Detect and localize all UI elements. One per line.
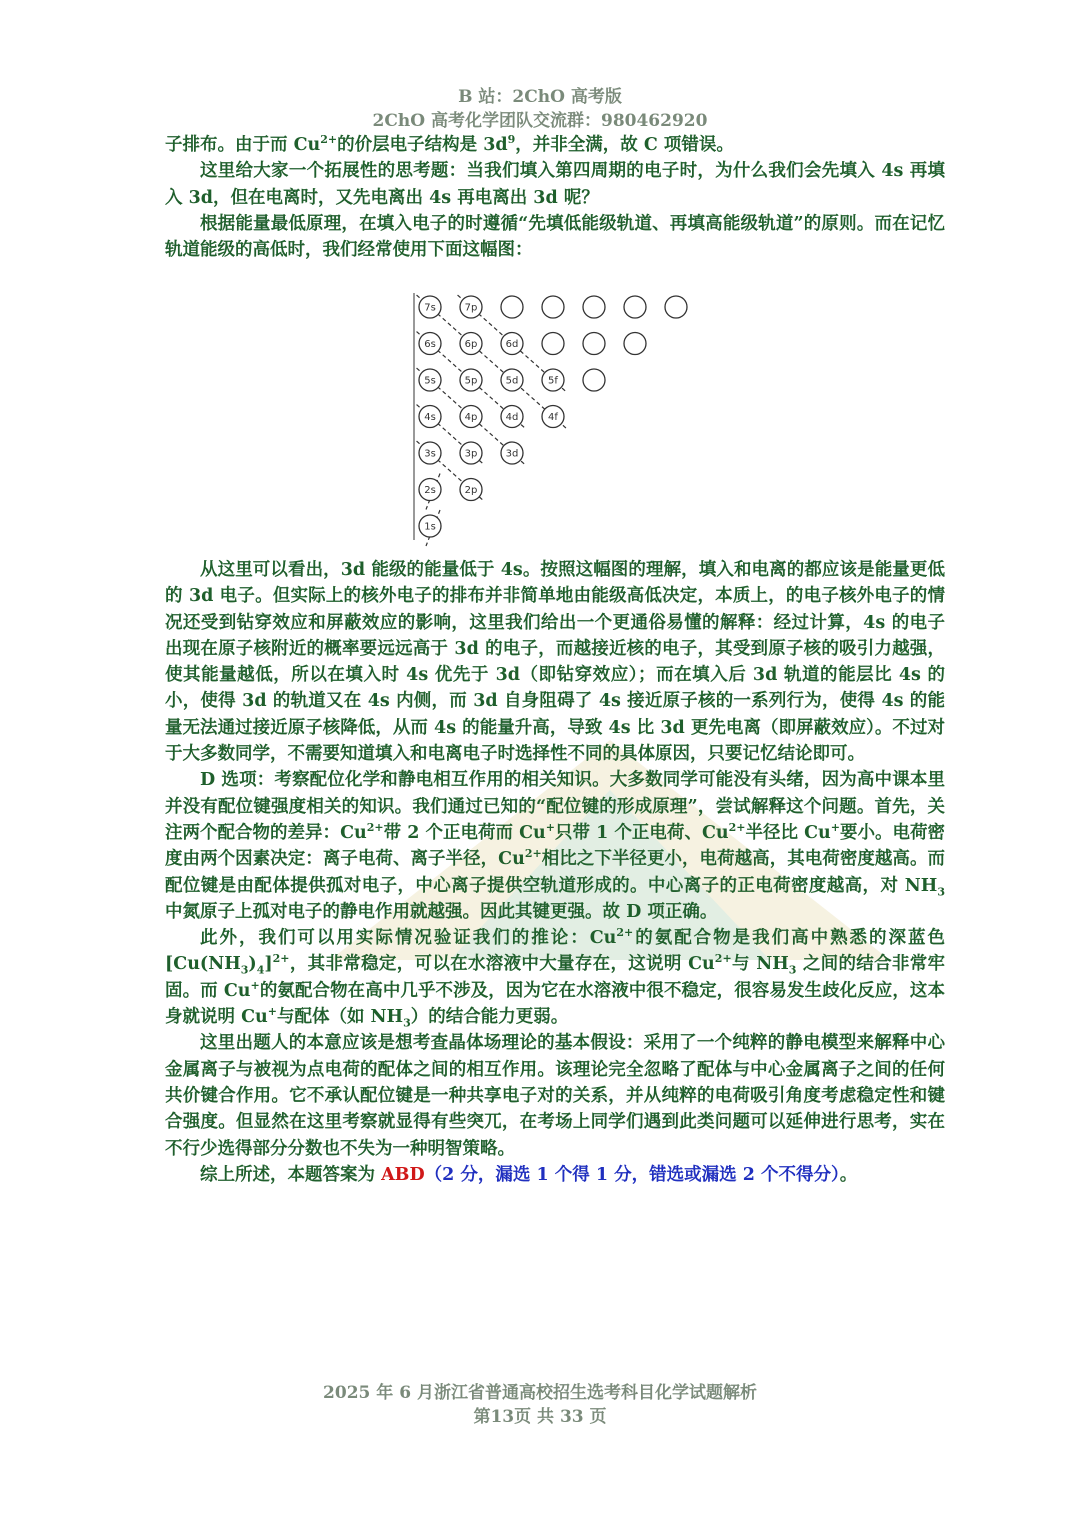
page-number: 第13页 共 33 页 xyxy=(473,1407,607,1427)
bottom-paragraph: 此外，我们可以用实际情况验证我们的推论：$Cu^{2+}$的氨配合物是我们高中熟悉的深蓝色$[Cu(NH_3)_4]^{2+}$，其非常稳定，可以在水溶液中大量存在，这说明 $Cu^{2+}$与 $NH_3$ 之间的结合非常牢固。而 Cu+的氨配合物在高中几乎不涉及，因为它在水溶液中很不稳定，很容易发生歧化反应，这本身就说明 Cu+与配体（如 $NH_3$）的结合能力更弱。 xyxy=(165,926,946,1030)
header-site: B 站：2ChO 高考版 xyxy=(458,87,622,107)
orbital-label: 6p xyxy=(464,339,478,350)
orbital-filling-diagram xyxy=(400,285,700,550)
orbital-label: 4f xyxy=(548,412,558,423)
orbital-label: 4p xyxy=(464,412,478,423)
orbital-empty xyxy=(583,296,605,318)
orbital-label: 4s xyxy=(424,412,436,423)
orbital-label: 7s xyxy=(424,302,436,314)
orbital-empty xyxy=(624,296,646,318)
answer-text: ABD xyxy=(381,1164,425,1185)
bottom-paragraph: 这里出题人的本意应该是想考查晶体场理论的基本假设：采用了一个纯粹的静电模型来解释中心金属离子与被视为点电荷的配体之间的相互作用。该理论完全忽略了配体与中心金属离子之间的任何共价键合作用。它不承认配位键是一种共享电子对的关系，并从纯粹的电荷吸引角度考虑稳定性和键合强度。但显然在这里考察就显得有些突兀，在考场上同学们遇到此类问题可以延伸进行思考，实在不行少选得部分分数也不失为一种明智策略。 xyxy=(165,1033,945,1159)
text-block-bottom xyxy=(165,557,945,1188)
orbital-empty xyxy=(542,296,564,318)
top-paragraph: 子排布。由于而 $Cu^{2+}$的价层电子结构是 $3d^9$，并非全满，故 C 项错误。 xyxy=(165,133,734,155)
orbital-label: 3s xyxy=(424,448,436,460)
orbital-label: 6d xyxy=(505,339,519,350)
orbital-empty xyxy=(665,296,687,318)
orbital-label: 3p xyxy=(464,448,478,460)
orbital-empty xyxy=(583,333,605,355)
orbital-empty xyxy=(583,369,605,391)
top-paragraph: 这里给大家一个拓展性的思考题：当我们填入第四周期的电子时，为什么我们会先填入 4s 再填入 3d，但在电离时，又先电离出 4s 再电离出 3d 呢？ xyxy=(165,161,945,208)
orbital-label: 6s xyxy=(424,339,436,350)
orbital-empty xyxy=(542,333,564,355)
orbital-label: 5s xyxy=(424,375,436,387)
orbital-label: 2p xyxy=(464,485,478,496)
orbital-empty xyxy=(501,296,523,318)
orbital-label: 5p xyxy=(464,375,478,387)
text-block-top xyxy=(165,132,945,263)
orbital-empty xyxy=(624,333,646,355)
orbital-label: 5d xyxy=(505,375,519,387)
top-paragraph: 根据能量最低原理，在填入电子的时遵循“先填低能级轨道、再填高能级轨道”的原则。而在记忆轨道能级的高低时，我们经常使用下面这幅图： xyxy=(165,213,945,261)
orbital-label: 2s xyxy=(424,485,436,496)
orbital-label: 4d xyxy=(505,412,519,423)
bottom-paragraph: 综上所述，本题答案为 ABD（2 分，漏选 1 个得 1 分，错选或漏选 2 个不得分）。 xyxy=(200,1164,858,1185)
bottom-paragraph: D 选项：考察配位化学和静电相互作用的相关知识。大多数同学可能没有头绪，因为高中课本里并没有配位键强度相关的知识。我们通过已知的“配位键的形成原理”，尝试解释这个问题。首先，关注两个配合物的差异：$Cu^{2+}$带 2 个正电荷而 Cu+只带 1 个正电荷、$Cu^{2+}$半径比 Cu+要小。电荷密度由两个因素决定：离子电荷、离子半径，$Cu^{2+}$相比之下半径更小，电荷越高，其电荷密度越高。而配位键是由配体提供孤对电子，中心离子提供空轨道形成的。中心离子的正电荷密度越高，对 $NH_3$ 中氮原子上孤对电子的静电作用就越强。因此其键更强。故 D 项正确。 xyxy=(165,770,946,922)
score-note: （2 分，漏选 1 个得 1 分，错选或漏选 2 个不得分） xyxy=(424,1164,840,1185)
header-group: 2ChO 高考化学团队交流群：980462920 xyxy=(372,111,708,131)
orbital-label: 7p xyxy=(464,302,478,314)
orbital-label: 5f xyxy=(548,375,558,387)
footer-title: 2025 年 6 月浙江省普通高校招生选考科目化学试题解析 xyxy=(323,1383,757,1403)
orbital-label: 1s xyxy=(424,521,436,533)
filling-order-arrow xyxy=(417,295,567,428)
bottom-paragraph: 从这里可以看出，3d 能级的能量低于 4s。按照这幅图的理解，填入和电离的都应该是能量更低的 3d 电子。但实际上的核外电子的排布并非简单地由能级高低决定，本质上，的电子核外电子的情况还受到钻穿效应和屏蔽效应的影响，这里我们给出一个更通俗易懂的解释：经过计算，4s 的电子出现在原子核附近的概率要远远高于 3d 的电子，而越接近核的电子，其受到原子核的吸引力越强，使其能量越低，所以在填入时 4s 优先于 3d（即钻穿效应）；而在填入后 3d 轨道的能层比 4s 的小，使得 3d 的轨道又在 4s 内侧，而 3d 自身阻碍了 4s 接近原子核的一系列行为，使得 4s 的能量无法通过接近原子核降低，从而 4s 的能量升高，导致 4s 比 3d 更先电离（即屏蔽效应）。不过对于大多数同学，不需要知道填入和电离电子时选择性不同的具体原因，只要记忆结论即可。 xyxy=(165,560,945,765)
orbital-label: 3d xyxy=(505,448,519,460)
